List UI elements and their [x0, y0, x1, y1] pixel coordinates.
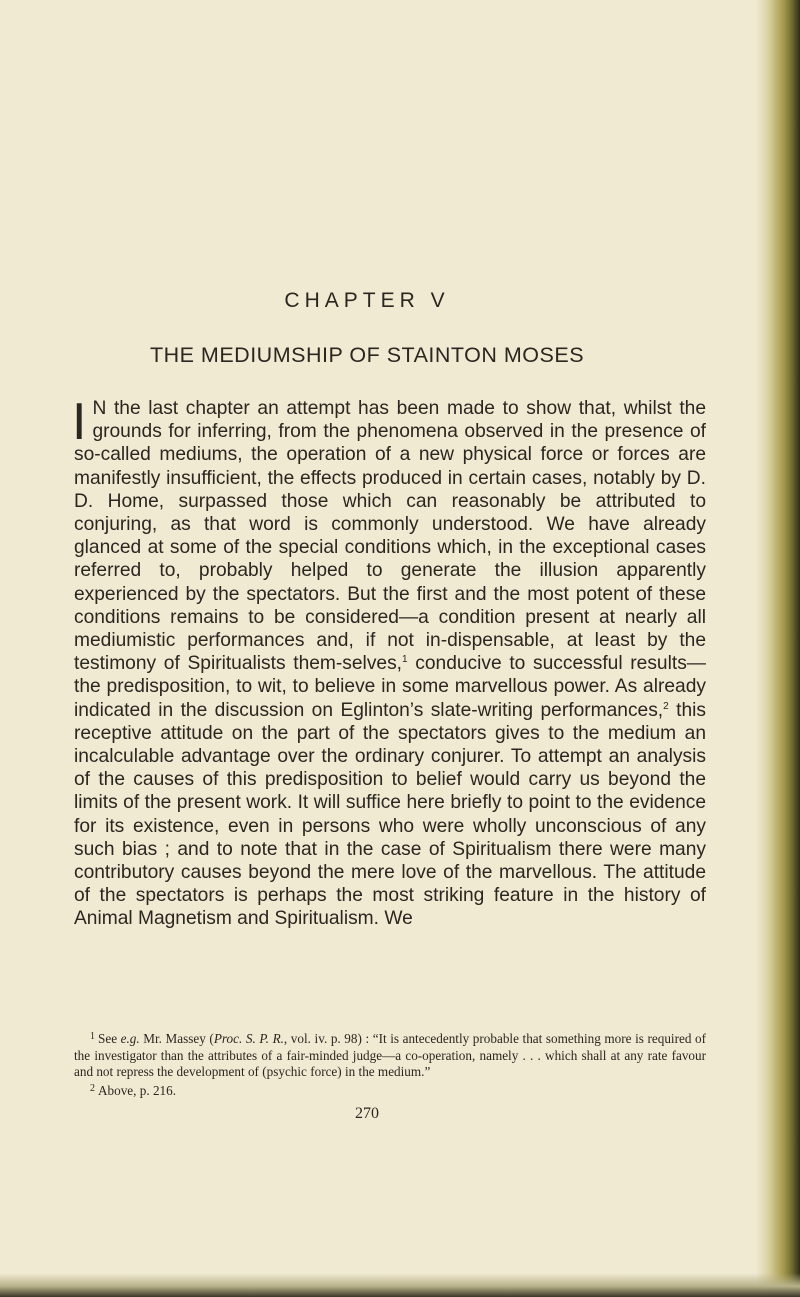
- page-bottom-shadow: [0, 1273, 800, 1297]
- footnote-reference: 2: [663, 700, 669, 712]
- body-text-segment: this receptive attitude on the part of the spectators gives to the medium an incalculable advantage over the ordinary conjurer. To attempt an analysis of the causes of this predisposition to belief would carry us beyond the limits of the present work. It will suffice here briefly to point to the evidence for its existence, even in persons who were wholly unconscious of any such bias ; and to note that in the case of Spiritualism there were many contributory causes beyond the mere love of the marvellous. The attitude of the spectators is perhaps the most striking feature in the history of Animal Magnetism and Spiritualism. We: [74, 699, 706, 930]
- chapter-title: THE MEDIUMSHIP OF STAINTON MOSES: [149, 343, 585, 367]
- footnote-mark: 1: [90, 1031, 95, 1042]
- page-edge-shadow: [756, 0, 800, 1297]
- footnote: $^2$ Above, p. 216.: [90, 1082, 177, 1098]
- chapter-label: CHAPTER V: [284, 289, 450, 312]
- drop-cap: I: [72, 393, 87, 451]
- footnote: $^1$ See e.g. Mr. Massey (Proc. S. P. R., vol. iv. p. 98) : “It is antecedently probable that something more is required of the investigator than the attributes of a fair-minded judge—a co-operation, namely . . . which shall at any rate favour and not repress the development of (psychic force) in the medium.”: [74, 1031, 706, 1080]
- body-paragraph: [72, 393, 706, 931]
- footnote-mark: 2: [90, 1082, 95, 1094]
- page-number: 270: [355, 1105, 379, 1122]
- body-text-segment: N the last chapter an attempt has been made to show that, whilst the grounds for inferring, from the phenomena observed in the presence of so-called mediums, the operation of a new physical force or forces are manifestly insufficient, the effects produced in certain cases, notably by D. D. Home, surpassed those which can reasonably be attributed to conjuring, as that word is commonly understood. We have already glanced at some of the special conditions which, in the exceptional cases referred to, probably helped to generate the illusion apparently experienced by the spectators. But the first and the most potent of these conditions remains to be considered—a condition present at nearly all mediumistic performances and, if not in-dispensable, at least by the testimony of Spiritualists them-selves,: [74, 398, 706, 675]
- footnote-reference: 1: [402, 654, 408, 666]
- body-text-segment: conducive to successful results—the predisposition, to wit, to believe in some marvellous power. As already indicated in the discussion on Eglinton’s slate-writing performances,: [74, 653, 706, 721]
- footnotes: [74, 1029, 706, 1099]
